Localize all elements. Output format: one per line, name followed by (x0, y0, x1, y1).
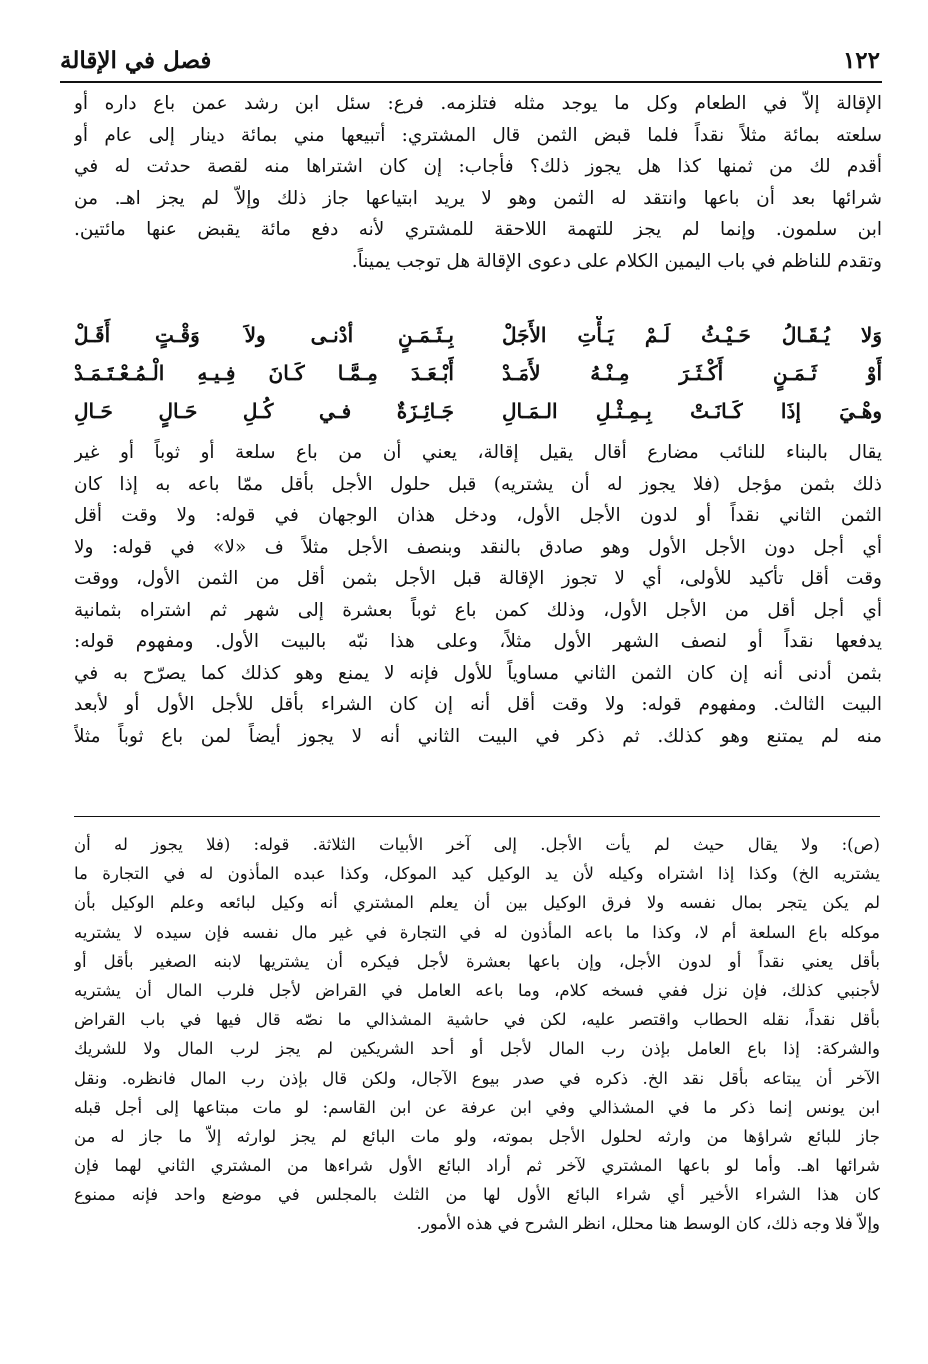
footnote-line: بأقل نقداً، نقله الحطاب واقتصر عليه، لكن في حاشية المشذالي ما نصّه قال فيها في باب القراض (74, 1010, 880, 1030)
verse-first-hemistich: أَوْ ثَـمَـنٍ أَكْـثَـرَ مِـنْـهُ لأَمَـدْ (502, 361, 882, 385)
text-line: وتقدم للناظم في باب اليمين الكلام على دعوى الإقالة هل توجب يميناً. (351, 250, 882, 272)
text-line: أقدم لك من ثمنها كذا هل يجوز ذلك؟ فأجاب: إن كان اشتراها منه لقصة حدثت له في (74, 156, 882, 177)
running-head (60, 40, 880, 76)
footnote-line: موكله باع السلعة أم لا، وكذا ما باعه المأذون له في التجارة في غير مال نفسه فإن سيده لا يشتريه (74, 922, 880, 942)
page-number: ١٢٢ (842, 47, 880, 74)
text-line: أي أجل دون الأجل الأول وهو صادق بالنقد وبنصف الأجل مثلاً ف «لا» في قوله: ولا (74, 536, 882, 558)
footnote-line: ابن يونس إنما ذكر ما في المشذالي وفي ابن عرفة عن ابن القاسم: لو مات مبتاعها إلى أجل قبله (74, 1097, 880, 1117)
verse-first-hemistich: وهْـيَ إذَا كَـانَـتْ بِـمِـثْـلِ الـمَـالِ (502, 399, 882, 423)
footnote-line: كان هذا الشراء الأخير أي شراء البائع الأول لها من الثلث بالمجلس في موضع واحد فإنه ممنوع (74, 1185, 880, 1205)
footnote-line: جاز للبائع شراؤها من وارثه لحلول الأجل بموته، ولو مات البائع لم يجز لوارثه إلاّ ما جاز له من (74, 1126, 880, 1146)
footnote-line: وإلاّ فلا وجه ذلك، كان الوسط هنا محلل، انظر الشرح في هذه الأمور. (416, 1214, 880, 1234)
text-line: يدفعها نقداً أو لنصف الشهر الأول مثلاً، وعلى هذا نبّه بالبيت الأول. ومفهوم قوله: (74, 631, 882, 652)
footnote-line: بأقل يعني نقداً أو لدون الأجل، وإن باعها بعشرة لأجل فيكره أن يشتريها لابنه الصغير بأقل أو (74, 951, 880, 971)
text-line: أي أجل أقل من الأجل الأول، وذلك كمن باع ثوباً بعشرة إلى شهر ثم اشتراه بثمانية (74, 599, 882, 621)
main-text-commentary (74, 437, 882, 752)
text-line: سلعته بمائة مثلاً نقداً فلما قبض الثمن قال المشتري: أتبيعها مني بمائة دينار إلى عام أو (74, 124, 882, 146)
verse (74, 354, 882, 392)
text-line: الثمن الثاني نقداً أو لدون الأجل الأول، ودخل هذان الوجهان في قوله: ولا وقت أقل (74, 505, 882, 526)
text-line: البيت الثالث. ومفهوم قوله: ولا وقت أقل أنه إن كان الشراء بأقل للأجل الأول أو لأبعد (74, 694, 882, 715)
footnote-line: (ص): ولا يقال حيث لم يأت الأجل. إلى آخر الأبيات الثلاثة. قوله: (فلا يجوز له أن (74, 835, 880, 854)
footnote-text (74, 830, 880, 1239)
text-line: الإقالة إلاّ في الطعام وكل ما يوجد مثله فتلزمه. فرع: سئل ابن رشد عمن باع داره أو (74, 93, 882, 114)
text-line: ابن سلمون. وإنما لم يجز للتهمة اللاحقة للمشتري لأنه دفع مائة يقبض عنها مائتين. (74, 219, 882, 240)
main-text-top (74, 88, 882, 277)
poem-verses (74, 316, 882, 430)
verse-second-hemistich: جَـائِـزَةٌ فـي كُـلِ حَـالٍ حَـالِ (74, 399, 454, 423)
header-rule (60, 81, 882, 83)
text-line: يقال بالبناء للنائب مضارع أقال يقيل إقالة، يعني أن من باع سلعة أو ثوباً أو غير (74, 442, 882, 463)
text-line: ذلك بثمن مؤجل (فلا يجوز له أن يشتريه) قبل حلول الأجل بأقل ممّا باعه به إذا كان (74, 473, 882, 495)
footnote-line: والشركة: إذا باع العامل بإذن رب المال لأجل أو أحد الشريكين لم يجز لرب المال ولا للشريك (74, 1039, 880, 1059)
footnote-line: لم يكن يتجر بمال نفسه ولا فرق الوكيل بين أن يعلم المشتري أنه وكيل لبائعه وعلم الوكيل بأن (74, 893, 880, 913)
chapter-title: فصل في الإقالة (60, 47, 212, 74)
verse (74, 392, 882, 430)
footnote-line: شرائها اهـ. وأما لو باعها المشتري لآخر ثم أراد البائع الأول شراءها من المشتري الثاني لهما فإن (74, 1156, 880, 1176)
verse (74, 316, 882, 354)
text-line: شرائها بعد أن باعها وانتقد له الثمن وهو لا يريد ابتياعها جاز ذلك وإلاّ لم يجز اهـ. من (74, 187, 882, 209)
verse-second-hemistich: أَبْـعَـدَ مِـمَّـا كَـانَ فِـيـهِ الْـمُـعْـتَـمَـدْ (74, 361, 454, 385)
verse-second-hemistich: بِـثَـمَـنٍ أدْنـى ولاَ وَقْـتٍ أَقَـلْ (74, 323, 454, 347)
footnote-line: يشتريه الخ) وكذا إذا اشتراه وكيله لأن يد الوكيل كيد الموكل، وكذا عبده المأذون له في التجارة ما (74, 864, 880, 884)
footnote-line: الآخر أن يبتاعه بأقل نقد الخ. ذكره في صدر بيوع الآجال، ولكن قال بإذن رب المال فانظره. ونقل (74, 1068, 880, 1088)
verse-first-hemistich: وَلا يُـقَـالُ حَـيْـثُ لَـمْ يَـأْتِ الأَجَلْ (502, 323, 882, 347)
text-line: وقت أقل تأكيد للأولى، أي لا تجوز الإقالة قبل الأجل بثمن أقل من الثمن الأول، ووقت (74, 568, 882, 589)
footnote-line: لأجنبي كذلك، فإن نزل ففي فسخه كلام، وما باعه العامل في القراض لأجل فلرب المال أن يشتريه (74, 980, 880, 1000)
text-line: منه لم يمتنع وهو كذلك. ثم ذكر في البيت الثاني أنه لا يجوز أيضاً لمن باع ثوباً مثلاً (74, 725, 882, 747)
text-line: بثمن أدنى أنه إن كان الثمن الثاني مساوياً للأول فإنه لا يمنع وهو كذلك كما يصرّح به في (74, 662, 882, 684)
footnote-rule (74, 816, 880, 817)
